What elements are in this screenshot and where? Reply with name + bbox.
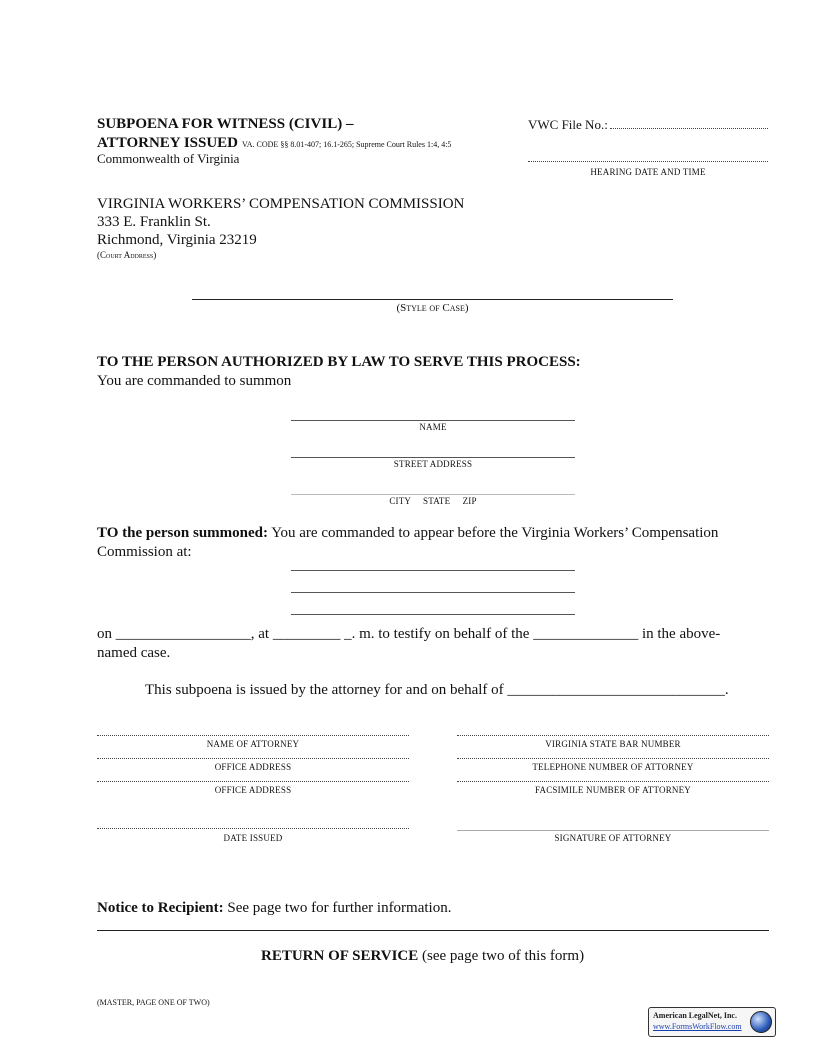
statute-citation: VA. CODE §§ 8.01-407; 16.1-265; Supreme Court Rules 1:4, 4:5 bbox=[242, 140, 452, 149]
telephone-label: TELEPHONE NUMBER OF ATTORNEY bbox=[532, 762, 694, 772]
summon-city-field[interactable] bbox=[291, 494, 575, 495]
office-address-field-1[interactable] bbox=[97, 758, 409, 759]
notice-text: See page two for further information. bbox=[223, 900, 452, 916]
court-city: Richmond, Virginia 23219 bbox=[97, 232, 257, 248]
location-field-2[interactable] bbox=[291, 592, 575, 593]
court-address-label: (Court Address) bbox=[97, 250, 157, 260]
american-legalnet-logo[interactable] bbox=[648, 1007, 776, 1037]
return-title: RETURN OF SERVICE bbox=[261, 948, 419, 964]
divider bbox=[97, 930, 769, 931]
form-title-line2-wrap bbox=[97, 134, 451, 152]
summon-name-label: NAME bbox=[419, 422, 447, 432]
file-no-field[interactable] bbox=[610, 128, 768, 129]
summon-street-label: STREET ADDRESS bbox=[393, 459, 473, 469]
attorney-name-label: NAME OF ATTORNEY bbox=[206, 739, 300, 749]
globe-icon bbox=[750, 1011, 772, 1033]
logo-name: American LegalNet, Inc. bbox=[653, 1011, 737, 1020]
form-title-line2: ATTORNEY ISSUED bbox=[97, 135, 239, 151]
attorney-name-field[interactable] bbox=[97, 735, 409, 736]
hearing-date-label: HEARING DATE AND TIME bbox=[590, 167, 706, 177]
summoned-lead: TO the person summoned: bbox=[97, 525, 268, 541]
issuance-text: This subpoena is issued by the attorney for and on behalf of _____________________________. bbox=[145, 682, 729, 698]
location-field-3[interactable] bbox=[291, 614, 575, 615]
style-of-case-label: (Style of Case) bbox=[396, 302, 469, 314]
summoned-text1: You are commanded to appear before the Virginia Workers’ Compensation bbox=[268, 525, 719, 541]
style-of-case-field[interactable] bbox=[192, 299, 673, 300]
bar-number-label: VIRGINIA STATE BAR NUMBER bbox=[545, 739, 681, 749]
file-no-label: VWC File No.: bbox=[528, 117, 608, 132]
appearance-line1: on __________________, at _________ _. m. to testify on behalf of the ______________ in the above- bbox=[97, 626, 721, 642]
location-field-1[interactable] bbox=[291, 570, 575, 571]
return-of-service bbox=[261, 948, 584, 965]
signature-label: SIGNATURE OF ATTORNEY bbox=[554, 833, 672, 843]
jurisdiction: Commonwealth of Virginia bbox=[97, 151, 240, 166]
return-note: (see page two of this form) bbox=[418, 948, 585, 964]
summon-name-field[interactable] bbox=[291, 420, 575, 421]
facsimile-field[interactable] bbox=[457, 781, 769, 782]
office-address-label-1: OFFICE ADDRESS bbox=[214, 762, 292, 772]
summon-city-label: CITY STATE ZIP bbox=[389, 496, 477, 506]
summon-street-field[interactable] bbox=[291, 457, 575, 458]
notice bbox=[97, 900, 451, 917]
court-name: VIRGINIA WORKERS’ COMPENSATION COMMISSION bbox=[97, 196, 465, 212]
office-address-field-2[interactable] bbox=[97, 781, 409, 782]
logo-url[interactable]: www.FormsWorkFlow.com bbox=[653, 1022, 742, 1031]
service-heading: TO THE PERSON AUTHORIZED BY LAW TO SERVE THIS PROCESS: bbox=[97, 354, 581, 370]
master-page-label: (MASTER, PAGE ONE OF TWO) bbox=[97, 998, 210, 1007]
office-address-label-2: OFFICE ADDRESS bbox=[214, 785, 292, 795]
summoned-line1 bbox=[97, 525, 718, 542]
hearing-date-field[interactable] bbox=[528, 161, 768, 162]
signature-field[interactable] bbox=[457, 830, 769, 831]
appearance-line2: named case. bbox=[97, 645, 171, 661]
bar-number-field[interactable] bbox=[457, 735, 769, 736]
date-issued-label: DATE ISSUED bbox=[223, 833, 283, 843]
summoned-text2: Commission at: bbox=[97, 544, 192, 560]
notice-lead: Notice to Recipient: bbox=[97, 900, 224, 916]
facsimile-label: FACSIMILE NUMBER OF ATTORNEY bbox=[534, 785, 692, 795]
form-title-line1: SUBPOENA FOR WITNESS (CIVIL) – bbox=[97, 116, 354, 132]
date-issued-field[interactable] bbox=[97, 828, 409, 829]
telephone-field[interactable] bbox=[457, 758, 769, 759]
court-street: 333 E. Franklin St. bbox=[97, 214, 211, 230]
service-command: You are commanded to summon bbox=[97, 373, 292, 389]
